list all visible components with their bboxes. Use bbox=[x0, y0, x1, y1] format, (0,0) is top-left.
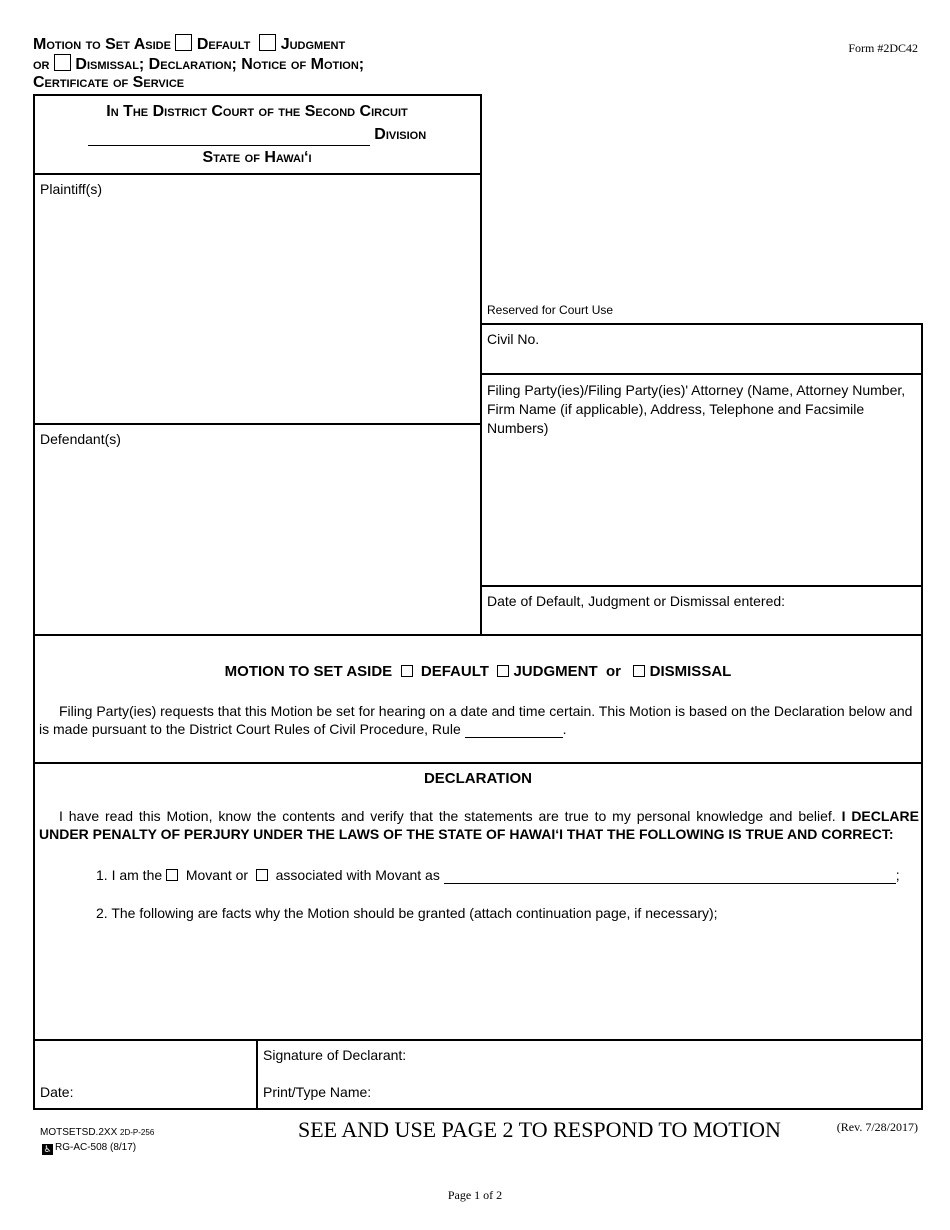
box-border bbox=[33, 1108, 923, 1110]
movant-checkbox[interactable] bbox=[166, 869, 178, 881]
box-border bbox=[256, 1039, 258, 1110]
box-border bbox=[921, 323, 923, 1110]
title-text-2: Dismissal; Declaration; Notice of Motion; bbox=[75, 56, 365, 73]
box-border bbox=[33, 423, 482, 425]
date-entered-label: Date of Default, Judgment or Dismissal entered: bbox=[487, 593, 786, 609]
print-name-field[interactable] bbox=[380, 1078, 916, 1104]
page2-instruction: SEE AND USE PAGE 2 TO RESPOND TO MOTION bbox=[298, 1117, 781, 1142]
box-border bbox=[480, 323, 923, 325]
dismissal-checkbox[interactable] bbox=[54, 54, 71, 71]
associated-checkbox[interactable] bbox=[256, 869, 268, 881]
title-text: Motion to Set Aside bbox=[33, 36, 171, 53]
associated-as-field[interactable] bbox=[444, 869, 896, 884]
state-label: State of Hawai‘i bbox=[202, 149, 312, 166]
declaration-intro-bold: I DECLARE UNDER PENALTY OF PERJURY UNDER THE LAWS OF THE STATE OF HAWAI‘I THAT THE FOLLOWING IS TRUE AND CORRECT: bbox=[39, 808, 919, 842]
form-code-2 bbox=[42, 1142, 136, 1155]
print-name-label: Print/Type Name: bbox=[263, 1084, 372, 1100]
motion-judgment-checkbox[interactable] bbox=[497, 665, 509, 677]
form-code bbox=[40, 1127, 154, 1138]
box-border bbox=[480, 585, 923, 587]
defendant-label: Defendant(s) bbox=[40, 431, 121, 447]
box-border bbox=[33, 634, 923, 636]
declaration-intro bbox=[39, 807, 919, 843]
court-header bbox=[33, 94, 481, 169]
motion-body bbox=[39, 702, 919, 738]
form-code-small: 2D-P-256 bbox=[120, 1128, 155, 1137]
civil-no-field[interactable] bbox=[545, 328, 915, 368]
rule-field[interactable] bbox=[465, 723, 563, 738]
item1-prefix: 1. I am the bbox=[96, 867, 163, 883]
form-number: Form #2DC42 bbox=[848, 41, 918, 55]
date-field[interactable] bbox=[80, 1078, 250, 1104]
form-code-2-text: RG-AC-508 (8/17) bbox=[55, 1142, 137, 1153]
motion-heading-default: DEFAULT bbox=[420, 663, 489, 680]
default-checkbox[interactable] bbox=[175, 34, 192, 51]
title-default: Default bbox=[196, 36, 251, 53]
box-border bbox=[33, 762, 923, 764]
motion-heading-text: MOTION TO SET ASIDE bbox=[224, 663, 393, 680]
box-border bbox=[33, 1039, 923, 1041]
signature-label: Signature of Declarant: bbox=[263, 1047, 407, 1063]
item1-associated: associated with Movant as bbox=[275, 867, 440, 883]
declaration-item-2: 2. The following are facts why the Motion should be granted (attach continuation page, if necessary); bbox=[96, 905, 718, 921]
box-border bbox=[480, 373, 923, 375]
item1-end: ; bbox=[895, 867, 900, 883]
court-name: In The District Court of the Second Circuit bbox=[106, 103, 408, 120]
plaintiff-field[interactable] bbox=[36, 200, 476, 420]
date-label: Date: bbox=[40, 1084, 74, 1100]
motion-body-end: . bbox=[562, 721, 567, 737]
signature-field[interactable] bbox=[410, 1043, 916, 1069]
motion-heading-dismissal: DISMISSAL bbox=[649, 663, 732, 680]
filing-party-field[interactable] bbox=[484, 442, 918, 580]
title-text-3: Certificate of Service bbox=[33, 74, 185, 91]
item1-movant: Movant or bbox=[185, 867, 249, 883]
defendant-field[interactable] bbox=[36, 450, 476, 630]
form-title bbox=[33, 34, 493, 92]
facts-field[interactable] bbox=[96, 925, 918, 1033]
declaration-heading: DECLARATION bbox=[423, 770, 533, 787]
filing-party-label: Filing Party(ies)/Filing Party(ies)' Attorney (Name, Attorney Number, Firm Name (if applicable), Address, Telephone and Facsimile Numbers) bbox=[487, 382, 906, 436]
box-border bbox=[33, 173, 482, 175]
reserved-label: Reserved for Court Use bbox=[487, 303, 614, 317]
form-code-main: MOTSETSD.2XX bbox=[40, 1127, 118, 1138]
motion-dismissal-checkbox[interactable] bbox=[633, 665, 645, 677]
judgment-checkbox[interactable] bbox=[259, 34, 276, 51]
declaration-intro-text: I have read this Motion, know the contents and verify that the statements are true to my personal knowledge and belief. bbox=[59, 808, 836, 824]
title-or: or bbox=[33, 56, 50, 73]
plaintiff-label: Plaintiff(s) bbox=[40, 181, 102, 197]
civil-no-label: Civil No. bbox=[487, 331, 540, 347]
accessibility-icon: ♿ bbox=[43, 1144, 52, 1154]
motion-heading-or: or bbox=[605, 663, 621, 680]
division-label: Division bbox=[374, 126, 427, 143]
revision-date: (Rev. 7/28/2017) bbox=[836, 1120, 918, 1134]
box-border bbox=[33, 94, 35, 1110]
motion-body-text: Filing Party(ies) requests that this Motion be set for hearing on a date and time certain. This Motion is based on the Declaration below and is made pursuant to the District Court Rules of Civil Procedure, Rule bbox=[39, 703, 913, 737]
motion-default-checkbox[interactable] bbox=[401, 665, 413, 677]
motion-heading bbox=[33, 663, 923, 680]
title-judgment: Judgment bbox=[280, 36, 346, 53]
page-number: Page 1 of 2 bbox=[447, 1188, 503, 1202]
motion-heading-judgment: JUDGMENT bbox=[513, 663, 598, 680]
box-border bbox=[480, 94, 482, 636]
declaration-item-1 bbox=[96, 866, 918, 884]
